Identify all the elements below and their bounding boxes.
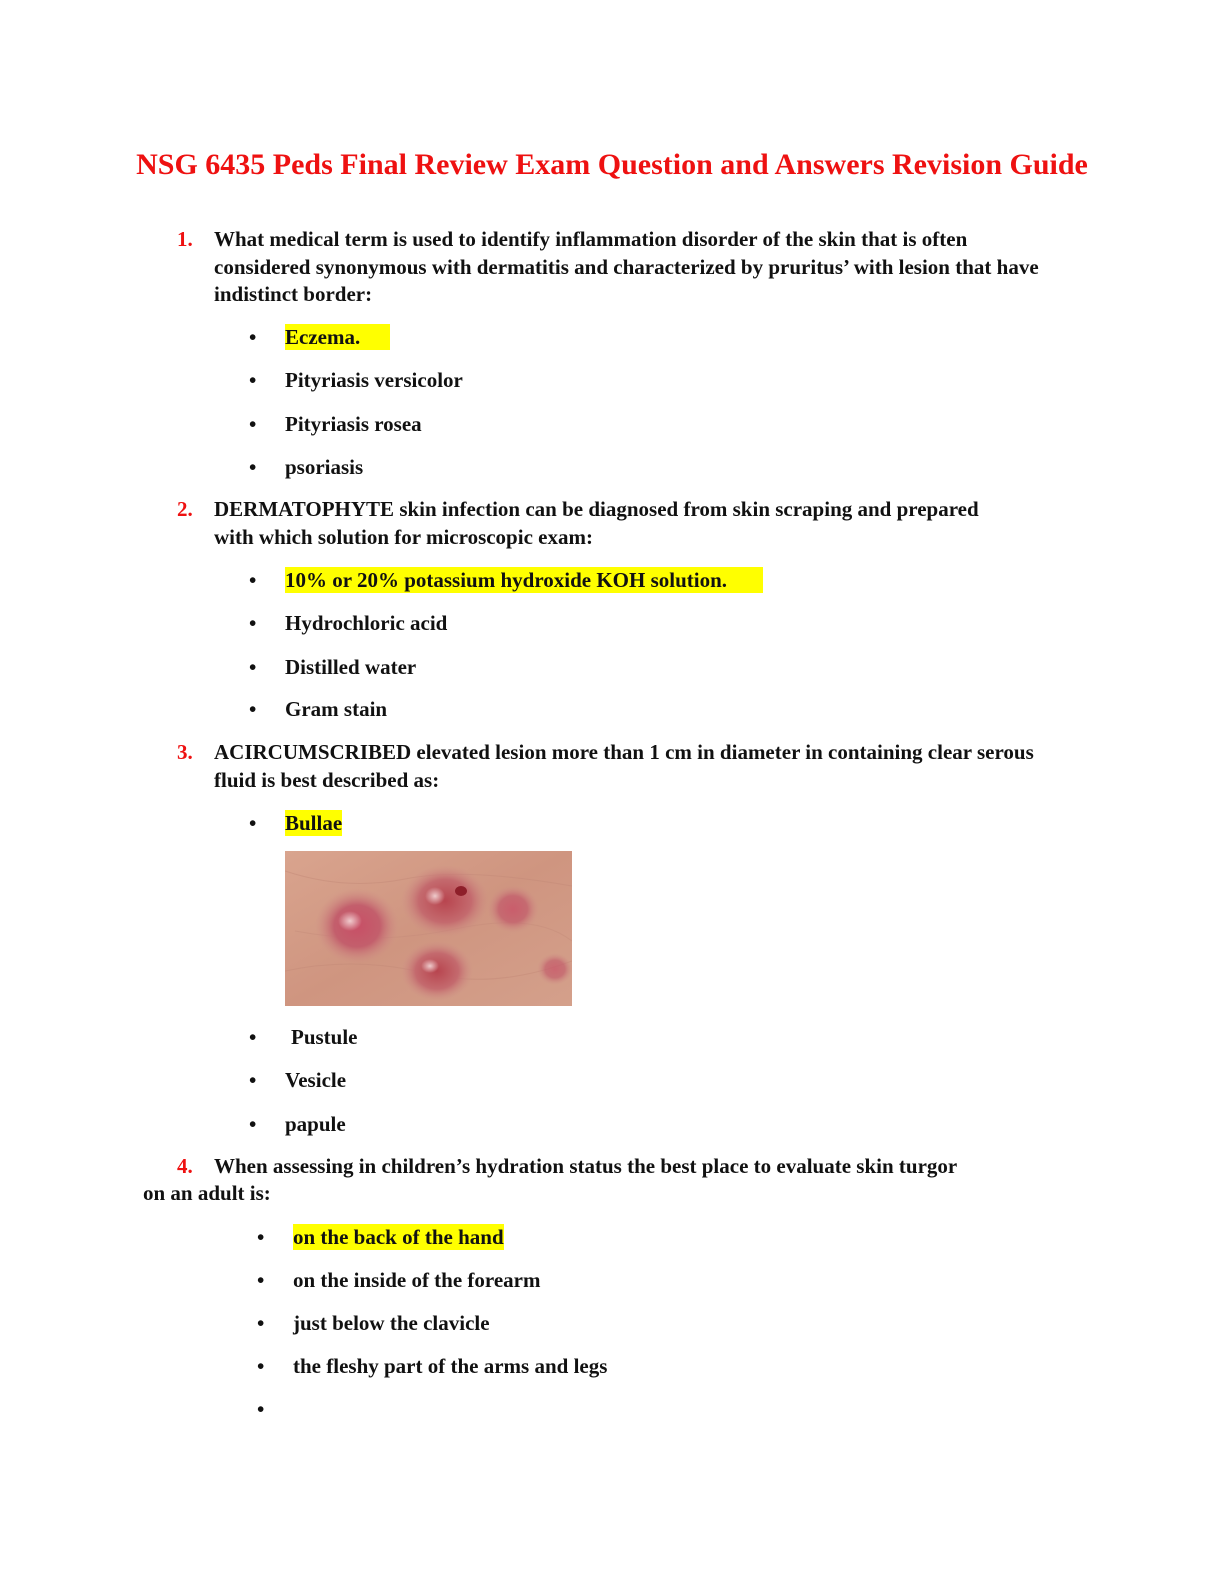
option-text: Distilled water [285,655,417,679]
question-1 [0,226,1224,310]
bullet-icon: • [257,1397,265,1421]
answer-option [249,654,849,680]
answer-option [249,810,849,836]
bullet-icon: • [249,655,257,679]
answer-option [249,1111,849,1137]
answer-option [257,1267,857,1293]
question-number: 1. [177,227,193,251]
answer-option-empty [257,1396,317,1422]
bullet-icon: • [249,1112,257,1136]
answer-option [249,1024,849,1050]
option-text: Pityriasis rosea [285,412,422,436]
answer-option [249,610,849,636]
bullet-icon: • [249,325,257,349]
answer-option [249,324,849,350]
option-text-correct: Bullae [285,811,343,835]
answer-option [249,367,849,393]
bullet-icon: • [249,1068,257,1092]
option-text: Gram stain [285,697,388,721]
question-text-line-2: on an adult is: [143,1181,271,1205]
bullet-icon: • [249,412,257,436]
option-text: papule [285,1112,346,1136]
option-text: just below the clavicle [293,1311,490,1335]
question-text: DERMATOPHYTE skin infection can be diagnosed from skin scraping and prepared with which solution for microscopic exam: [214,497,979,549]
answer-option [249,1067,849,1093]
question-text: What medical term is used to identify inflammation disorder of the skin that is often considered synonymous with dermatitis and characterized by pruritus’ with lesion that have indistinct border: [214,227,1039,306]
answer-option [249,567,949,593]
question-3 [0,739,1224,795]
question-number: 3. [177,740,193,764]
answer-option [257,1353,857,1379]
answer-option [257,1310,857,1336]
option-text: Pustule [291,1025,358,1049]
option-text: the fleshy part of the arms and legs [293,1354,608,1378]
bullet-icon: • [257,1225,265,1249]
question-2 [0,496,1224,552]
question-4 [0,1153,1224,1209]
option-text: on the inside of the forearm [293,1268,541,1292]
answer-option [257,1224,857,1250]
bullet-icon: • [257,1354,265,1378]
question-text-line-1: When assessing in children’s hydration status the best place to evaluate skin turgor [214,1154,958,1178]
answer-option [249,411,849,437]
option-text-correct: 10% or 20% potassium hydroxide KOH solution. [285,567,763,593]
option-text: Pityriasis versicolor [285,368,463,392]
bullet-icon: • [249,697,257,721]
option-text-correct: on the back of the hand [293,1225,504,1249]
answer-option [249,696,849,722]
page-title: NSG 6435 Peds Final Review Exam Question and Answers Revision Guide [136,148,1088,181]
bullae-lesion-image [285,851,572,1006]
option-text: Hydrochloric acid [285,611,448,635]
bullet-icon: • [249,568,257,592]
option-text: psoriasis [285,455,364,479]
bullet-icon: • [257,1268,265,1292]
bullet-icon: • [249,611,257,635]
option-text: Vesicle [285,1068,347,1092]
answer-option [249,454,849,480]
question-number: 2. [177,497,193,521]
question-number: 4. [177,1154,193,1178]
option-text-correct: Eczema. [285,324,390,350]
bullet-icon: • [257,1311,265,1335]
bullet-icon: • [249,455,257,479]
bullet-icon: • [249,368,257,392]
bullet-icon: • [249,1025,257,1049]
question-text: ACIRCUMSCRIBED elevated lesion more than 1 cm in diameter in containing clear serous fluid is best described as: [214,740,1034,792]
bullet-icon: • [249,811,257,835]
